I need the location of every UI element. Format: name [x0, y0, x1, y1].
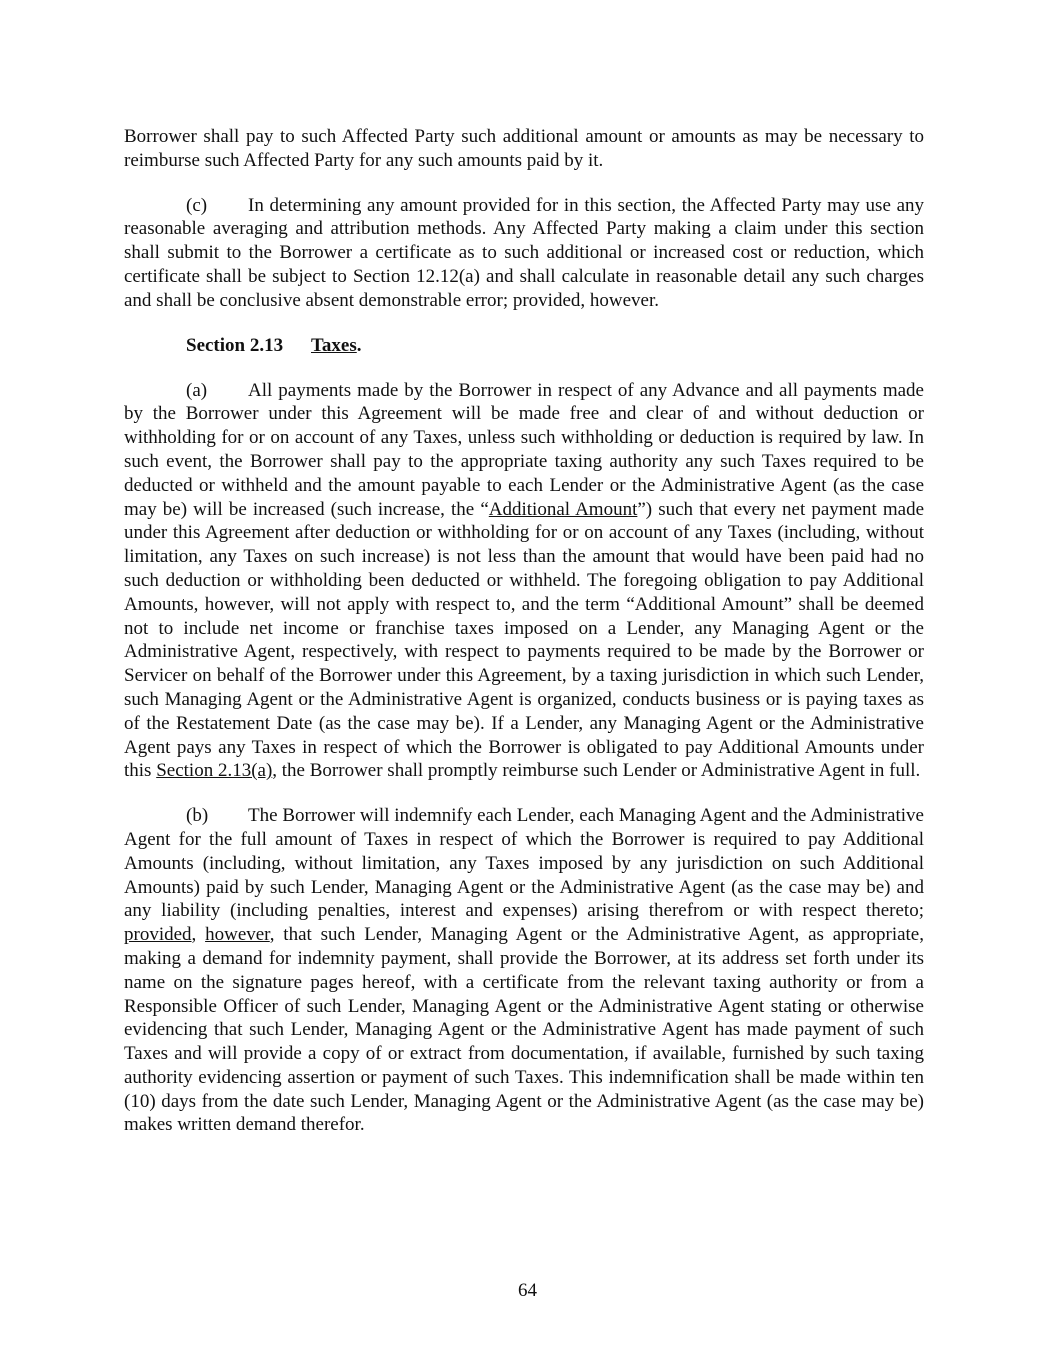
however-term: however [205, 924, 270, 946]
paragraph-b-text-1: The Borrower will indemnify each Lender, each Managing Agent and the Administrative Agent for the full amount of Taxes in respect of which the Borrower is required to pay Additional Amounts (including, without limitation, any Taxes imposed by any jurisdiction on such Additional Amounts) paid by such Lender, Managing Agent or the Administrative Agent (as the case may be) and any liability (including penalties, interest and expenses) arising therefrom or with respect thereto; [124, 805, 924, 922]
paragraph-a-text-2: ”) such that every net payment made under this Agreement after deduction or withholding for or on account of any Taxes (including, without limitation, any Taxes on such increase) is not less than the amount that would have been paid had no such deduction or withholding been deducted or withheld. The foregoing obligation to pay Additional Amounts, however, will not apply with respect to, and the term “Additional Amount” shall be deemed not to include net income or franchise taxes imposed on a Lender, any Managing Agent or the Administrative Agent, respectively, with respect to payments required to be made by the Borrower or Servicer on behalf of the Borrower under this Agreement, by a taxing jurisdiction in which such Lender, such Managing Agent or the Administrative Agent is organized, conducts business or is paying taxes as of the Restatement Date (as the case may be). If a Lender, any Managing Agent or the Administrative Agent pays any Taxes in respect of which the Borrower is obligated to pay Additional Amounts under this [124, 498, 925, 782]
paragraph-c-text: In determining any amount provided for in this section, the Affected Party may use any reasonable averaging and attribution methods. Any Affected Party making a claim under this section shall submit to the Borrower a certificate as to such additional or increased cost or reduction, which certificate shall be subject to Section 12.12(a) and shall calculate in reasonable detail any such charges and shall be conclusive absent demonstrable error; provided, however. [124, 194, 924, 311]
paragraph-a [124, 379, 924, 784]
paragraph-b-comma: , [191, 924, 206, 946]
provided-term: provided [124, 924, 192, 946]
page-number: 64 [518, 1280, 537, 1301]
paragraph-a-text-3: , the Borrower shall promptly reimburse such Lender or Administrative Agent in full. [272, 760, 921, 782]
paragraph-b-label: (b) [186, 805, 209, 827]
paragraph-a-text-1: All payments made by the Borrower in respect of any Advance and all payments made by the Borrower under this Agreement will be made free and clear of and without deduction or withholding for or on account of any Taxes, unless such withholding or deduction is required by law. In such event, the Borrower shall pay to the appropriate taxing authority any such Taxes required to be deducted or withheld and the amount payable to each Lender or the Administrative Agent (as the case may be) will be increased (such increase, the “ [124, 379, 924, 520]
continued-paragraph: Borrower shall pay to such Affected Party such additional amount or amounts as may be necessary to reimburse such Affected Party for any such amounts paid by it. [124, 126, 924, 171]
paragraph-b-text-2: , that such Lender, Managing Agent or the Administrative Agent, as appropriate, making a demand for indemnity payment, shall provide the Borrower, at its address set forth under its name on the signature pages hereof, with a certificate from the relevant taxing authority or from a Responsible Officer of such Lender, Managing Agent or the Administrative Agent stating or otherwise evidencing that such Lender, Managing Agent or the Administrative Agent has made payment of such Taxes and will provide a copy of or extract from documentation, if available, furnished by such taxing authority evidencing assertion or payment of such Taxes. This indemnification shall be made within ten (10) days from the date such Lender, Managing Agent or the Administrative Agent (as the case may be) makes written demand therefor. [124, 924, 924, 1136]
paragraph-c [124, 194, 924, 313]
section-title: Taxes [311, 334, 357, 356]
section-reference: Section 2.13(a) [156, 760, 273, 782]
defined-term-additional-amount: Additional Amount [488, 498, 638, 520]
document-page [124, 125, 924, 1158]
section-heading [186, 334, 924, 358]
paragraph-a-label: (a) [186, 379, 208, 401]
section-title-period: . [356, 334, 362, 356]
section-number: Section 2.13 [186, 334, 284, 356]
paragraph-b [124, 804, 924, 1137]
paragraph-c-label: (c) [186, 194, 208, 216]
